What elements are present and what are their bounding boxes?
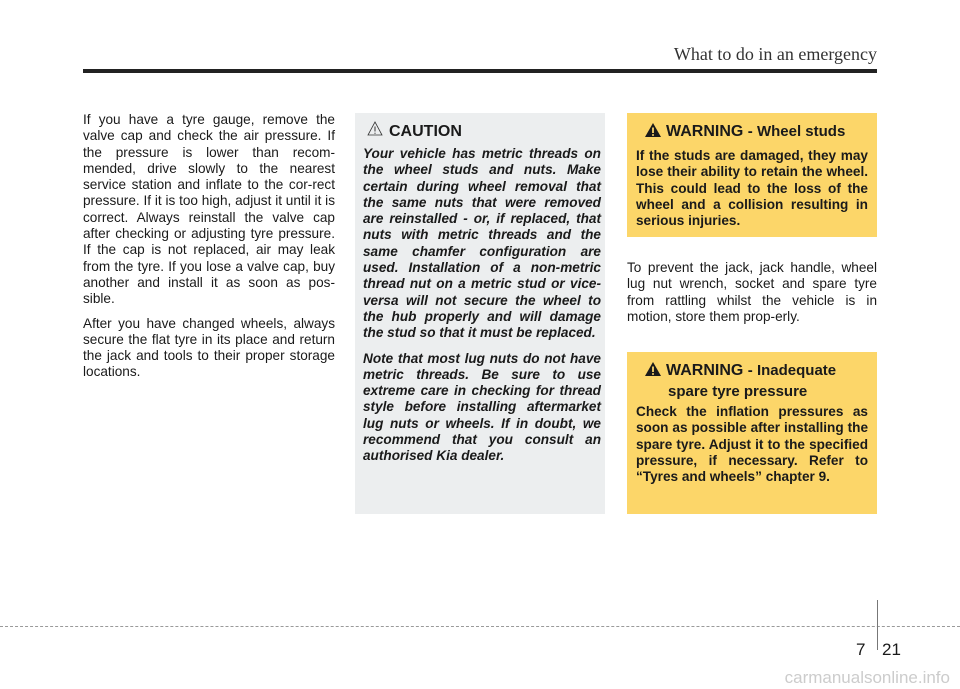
warning-label: WARNING xyxy=(666,362,744,379)
caution-box xyxy=(355,113,605,514)
caution-heading xyxy=(367,121,462,141)
warning-label: WARNING xyxy=(666,123,744,140)
page-number: 21 xyxy=(882,640,901,659)
caution-paragraph-2: Note that most lug nuts do not have metric threads. Be sure to use extreme care in checking for thread style before installing aftermarket lug nuts or wheels. If in doubt, we recommend that you consult an authorised Kia dealer. xyxy=(363,350,601,464)
warning-box-wheel-studs xyxy=(627,113,877,237)
header-rule xyxy=(83,69,877,73)
watermark: carmanualsonline.info xyxy=(784,668,950,687)
storage-instructions: To prevent the jack, jack handle, wheel lug nut wrench, socket and spare tyre from rattling whilst the vehicle is in motion, store them prop-erly. xyxy=(627,260,877,324)
caution-text xyxy=(363,146,601,474)
warning-subtitle: - Inadequate xyxy=(747,362,837,379)
warning-text: If the studs are damaged, they may lose their ability to retain the wheel. This could lead to the loss of the wheel and a collision resulting in serious injuries. xyxy=(636,148,868,229)
warning-triangle-filled-icon xyxy=(644,361,662,382)
footer-rule xyxy=(0,626,960,627)
tyre-gauge-paragraph: If you have a tyre gauge, remove the valve cap and check the air pressure. If the pressure is lower than recom-mended, drive slowly to the nearest service station and inflate to the cor-rect pressure. If it is too high, adjust it until it is correct. Always reinstall the valve cap after checking or adjusting tyre pressure. If the cap is not replaced, air may leak from the tyre. If you lose a valve cap, buy another and install it as soon as pos-sible. xyxy=(83,112,335,307)
chapter-number: 7 xyxy=(856,640,866,659)
caution-title: CAUTION xyxy=(389,123,462,140)
warning-triangle-filled-icon xyxy=(644,122,662,143)
caution-paragraph-1: Your vehicle has metric threads on the wheel studs and nuts. Make certain during wheel removal that the same nuts that were removed are reinstalled - or, if replaced, that nuts with metric threads and the same chamfer configuration are used. Installation of a non-metric thread nut on a metric stud or vice-versa will not secure the wheel to the hub properly and will damage the stud so that it must be replaced. xyxy=(363,146,601,341)
warning-heading xyxy=(644,122,845,143)
storage-paragraph: After you have changed wheels, always secure the flat tyre in its place and return the jack and tools to their proper storage locations. xyxy=(83,315,335,380)
page-number-divider xyxy=(877,600,878,650)
body-text-column xyxy=(83,112,335,389)
warning-text: Check the inflation pressures as soon as possible after installing the spare tyre. Adjust it to the specified pressure, if necessary. Refer to “Tyres and wheels” chapter 9. xyxy=(636,404,868,485)
warning-subtitle-continued: spare tyre pressure xyxy=(668,383,808,400)
warning-heading xyxy=(644,361,836,401)
warning-subtitle: - Wheel studs xyxy=(747,123,846,140)
page-section-title: What to do in an emergency xyxy=(673,44,877,64)
warning-box-spare-tyre-pressure xyxy=(627,352,877,514)
warning-triangle-outline-icon xyxy=(367,121,383,141)
